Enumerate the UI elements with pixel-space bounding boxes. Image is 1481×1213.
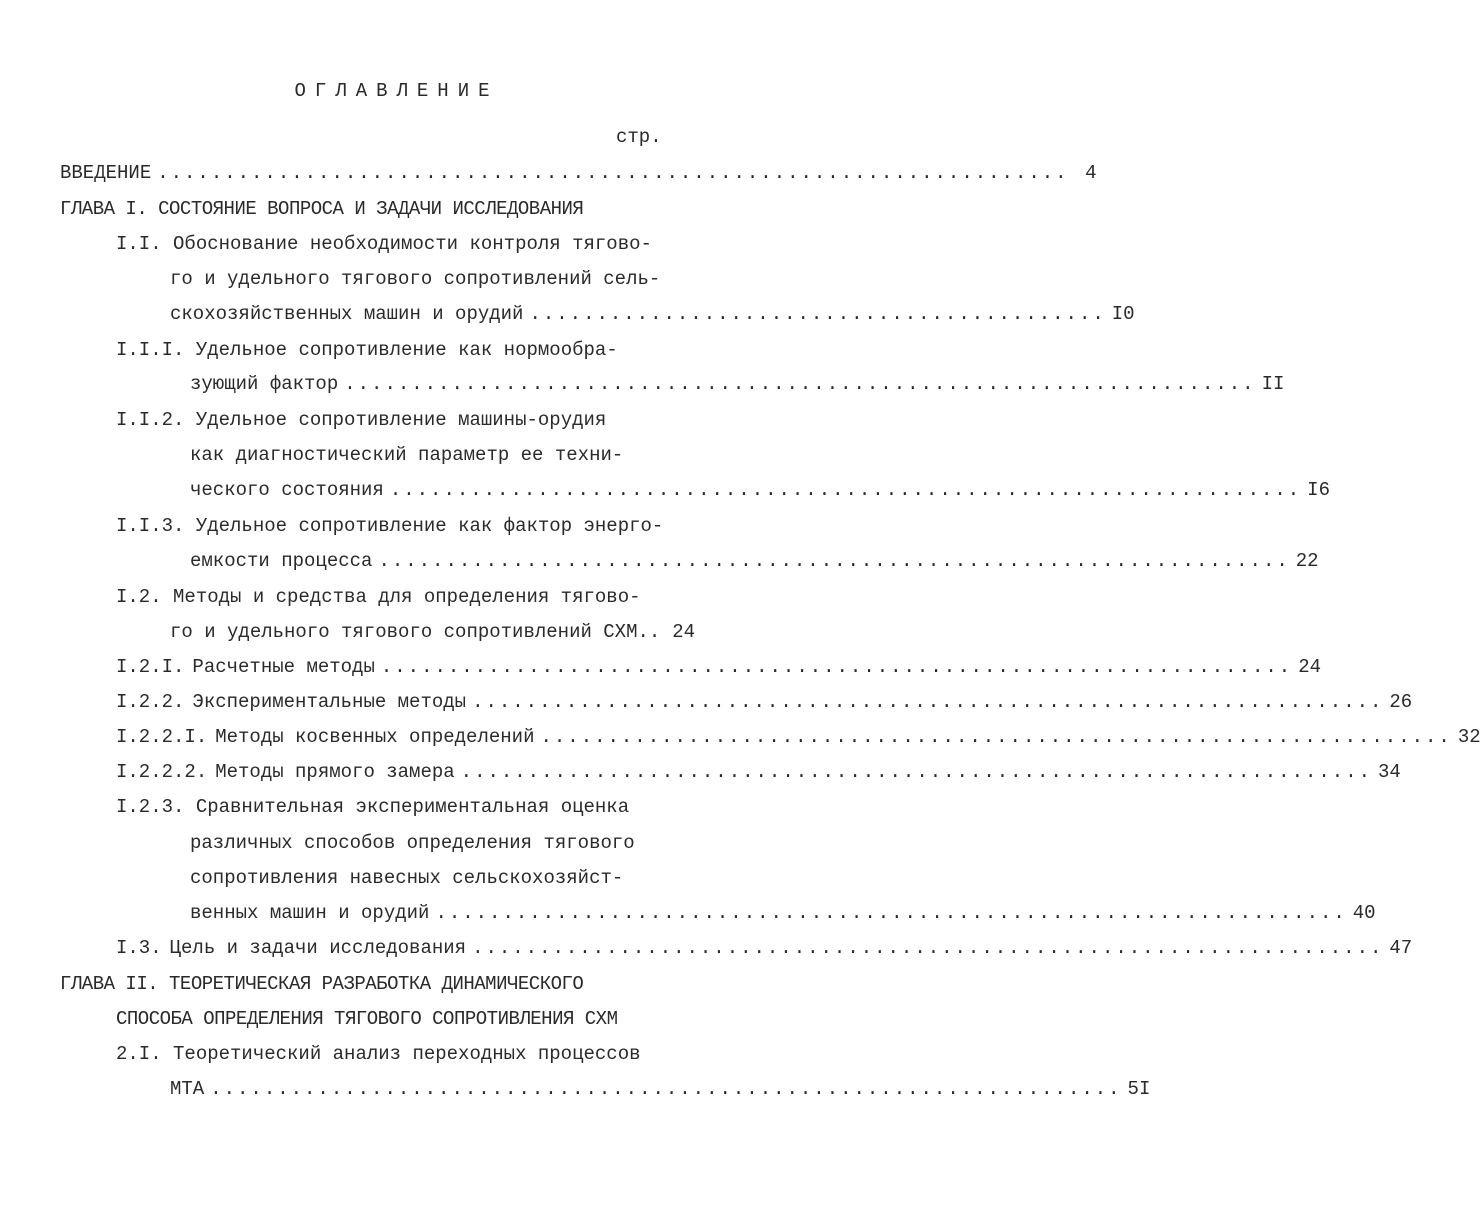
leader-dots: .................................................................... bbox=[540, 726, 1452, 748]
leader-dots: .................................................................... bbox=[210, 1078, 1122, 1100]
entry-title-line-2: го и удельного тягового сопротивлений сель- bbox=[170, 268, 661, 290]
entry-title-line-1: Удельное сопротивление как нормообра- bbox=[195, 339, 618, 361]
toc-entry-2-1[interactable] bbox=[116, 1039, 641, 1069]
leader-dots: .................................................................... bbox=[380, 656, 1293, 678]
entry-title-line-1: Теоретический анализ переходных процессов bbox=[173, 1043, 641, 1065]
page-column-header: стр. bbox=[616, 126, 662, 148]
leader-dots: .................................................................... bbox=[157, 162, 1069, 184]
entry-page: I6 bbox=[1307, 479, 1330, 501]
leader-dots: ........................................... bbox=[529, 303, 1106, 325]
toc-entry-1-2[interactable] bbox=[116, 582, 641, 612]
toc-entry-1-1[interactable] bbox=[116, 229, 652, 259]
toc-entry-1-2-2[interactable] bbox=[116, 687, 1413, 717]
toc-entry-1-1-2-last[interactable] bbox=[190, 475, 1330, 505]
entry-title-line-2: различных способов определения тягового bbox=[190, 832, 635, 854]
toc-entry-1-1-3[interactable] bbox=[116, 511, 663, 541]
entry-number: I.2.2.2. bbox=[116, 761, 208, 783]
page-title: ОГЛАВЛЕНИЕ bbox=[294, 80, 499, 102]
entry-title: Расчетные методы bbox=[192, 656, 375, 678]
toc-entry-1-1-1-last[interactable] bbox=[190, 369, 1285, 399]
toc-entry-1-1-last[interactable] bbox=[170, 299, 1135, 329]
entry-title-line-3: сопротивления навесных сельскохозяйст- bbox=[190, 867, 624, 889]
entry-page: I0 bbox=[1111, 303, 1135, 325]
toc-entry-1-1-3-last[interactable] bbox=[190, 546, 1319, 576]
toc-entry-2-1-last[interactable] bbox=[170, 1074, 1151, 1104]
toc-entry-1-1-1[interactable] bbox=[116, 335, 618, 365]
entry-title-line-3: скохозяйственных машин и орудий bbox=[170, 303, 524, 325]
entry-number: I.I. bbox=[116, 233, 162, 255]
entry-number: I.I.3. bbox=[116, 515, 185, 537]
leader-dots: .................................................................... bbox=[472, 937, 1384, 959]
toc-entry-1-2-1[interactable] bbox=[116, 652, 1321, 682]
chapter-title-line-1: ТЕОРЕТИЧЕСКАЯ РАЗРАБОТКА ДИНАМИЧЕСКОГО bbox=[169, 973, 584, 995]
entry-title-line-2: емкости процесса bbox=[190, 550, 373, 572]
entry-page: 22 bbox=[1295, 550, 1319, 572]
entry-page: 5I bbox=[1127, 1078, 1151, 1100]
toc-entry-introduction[interactable] bbox=[60, 158, 1097, 188]
entry-page: 26 bbox=[1389, 691, 1413, 713]
toc-entry-1-2-2-2[interactable] bbox=[116, 757, 1401, 787]
entry-title: Методы косвенных определений bbox=[215, 726, 535, 748]
entry-title-line-2: как диагностический параметр ее техни- bbox=[190, 444, 624, 466]
entry-number: I.2.3. bbox=[116, 796, 185, 818]
entry-page: 34 bbox=[1378, 761, 1401, 783]
entry-page: 24 bbox=[672, 621, 696, 643]
leader-dots: .................................................................... bbox=[378, 550, 1290, 572]
entry-page: 40 bbox=[1352, 902, 1376, 924]
entry-title-line-2: МТА bbox=[170, 1078, 205, 1100]
entry-page: 4 bbox=[1085, 162, 1097, 184]
entry-number: 2.I. bbox=[116, 1043, 162, 1065]
entry-title-line-1: Удельное сопротивление машины-орудия bbox=[195, 409, 607, 431]
entry-number: I.I.I. bbox=[116, 339, 185, 361]
entry-page: 24 bbox=[1298, 656, 1321, 678]
entry-title-line-1: Обоснование необходимости контроля тягово- bbox=[173, 233, 652, 255]
chapter-title: СОСТОЯНИЕ ВОПРОСА И ЗАДАЧИ ИССЛЕДОВАНИЯ bbox=[158, 198, 584, 220]
chapter-number: ГЛАВА II. bbox=[60, 973, 159, 995]
chapter-title-line-2: СПОСОБА ОПРЕДЕЛЕНИЯ ТЯГОВОГО СОПРОТИВЛЕНИЯ СХМ bbox=[116, 1008, 618, 1030]
leader-dots: .................................................................... bbox=[435, 902, 1347, 924]
entry-title: Цель и задачи исследования bbox=[169, 937, 467, 959]
entry-title: ВВЕДЕНИЕ bbox=[60, 162, 152, 184]
leader-dots: .................................................................... bbox=[389, 479, 1302, 501]
toc-entry-1-2-2-1[interactable] bbox=[116, 722, 1481, 752]
entry-page: II bbox=[1261, 373, 1285, 395]
leader-dots: .................................................................... bbox=[460, 761, 1372, 783]
entry-title-line-2: зующий фактор bbox=[190, 373, 339, 395]
entry-number: I.3. bbox=[116, 937, 162, 959]
toc-chapter-1[interactable] bbox=[60, 194, 583, 224]
entry-page: 32 bbox=[1457, 726, 1481, 748]
leader-dots: .................................................................... bbox=[472, 691, 1384, 713]
entry-title-line-1: Удельное сопротивление как фактор энерго- bbox=[195, 515, 664, 537]
entry-title-line-2: го и удельного тягового сопротивлений СХМ.. bbox=[170, 621, 661, 643]
entry-number: I.2.I. bbox=[116, 656, 185, 678]
entry-number: I.2.2.I. bbox=[116, 726, 208, 748]
entry-title: Экспериментальные методы bbox=[192, 691, 467, 713]
entry-title-line-4: венных машин и орудий bbox=[190, 902, 430, 924]
entry-title-line-1: Методы и средства для определения тягово- bbox=[173, 586, 641, 608]
leader-dots: .................................................................... bbox=[344, 373, 1256, 395]
toc-chapter-2[interactable] bbox=[60, 969, 583, 999]
entry-title-line-3: ческого состояния bbox=[190, 479, 384, 501]
entry-title: Методы прямого замера bbox=[215, 761, 455, 783]
entry-number: I.I.2. bbox=[116, 409, 185, 431]
toc-entry-1-2-3[interactable] bbox=[116, 792, 629, 822]
toc-entry-1-2-last[interactable] bbox=[170, 617, 696, 647]
entry-number: I.2.2. bbox=[116, 691, 185, 713]
entry-page: 47 bbox=[1389, 937, 1413, 959]
toc-entry-1-1-2[interactable] bbox=[116, 405, 606, 435]
chapter-number: ГЛАВА I. bbox=[60, 198, 148, 220]
toc-entry-1-3[interactable] bbox=[116, 933, 1413, 963]
entry-title-line-1: Сравнительная экспериментальная оценка bbox=[195, 796, 630, 818]
entry-number: I.2. bbox=[116, 586, 162, 608]
toc-entry-1-2-3-last[interactable] bbox=[190, 898, 1376, 928]
